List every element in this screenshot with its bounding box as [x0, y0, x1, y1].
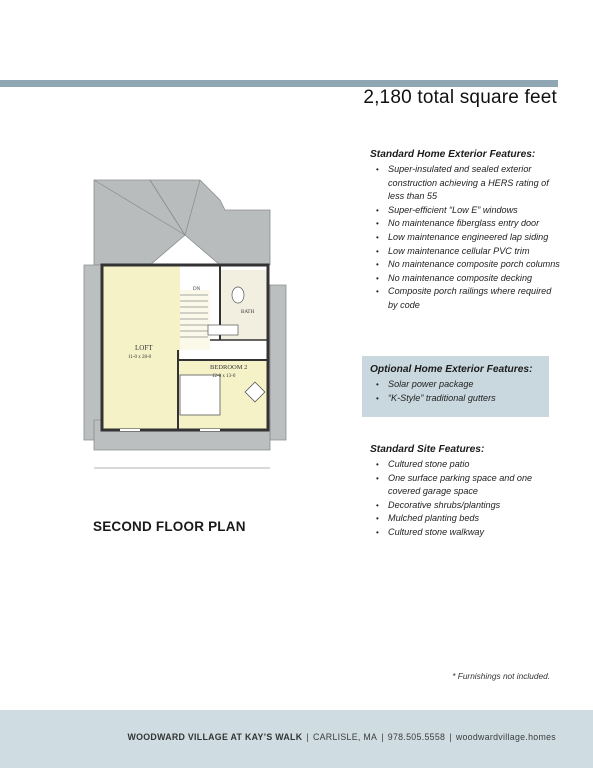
footer-separator: | [306, 732, 309, 742]
list-item: • Low maintenance cellular PVC trim [370, 245, 560, 259]
list-item: • No maintenance fiberglass entry door [370, 217, 560, 231]
second-floor-plan-drawing [80, 170, 302, 492]
stair-area [180, 290, 210, 350]
optional-exterior-section [370, 364, 560, 405]
bath-label: BATH [241, 310, 255, 315]
list-item: • Solar power package [370, 378, 560, 392]
list-item: • Low maintenance engineered lap siding [370, 231, 560, 245]
site-features-heading: Standard Site Features: [370, 444, 485, 455]
list-item: • Cultured stone patio [370, 458, 560, 472]
list-item: • No maintenance composite decking [370, 272, 560, 286]
porch-area [84, 265, 102, 440]
footer-community-name: WOODWARD VILLAGE AT KAY’S WALK [127, 732, 303, 742]
room-size-loft: 11-0 x 28-0 [128, 355, 152, 360]
stair-dn-label: DN [193, 287, 201, 292]
list-item: • No maintenance composite porch columns [370, 258, 560, 272]
footer-website-link[interactable]: woodwardvillage.homes [455, 732, 556, 742]
footer-separator: | [449, 732, 452, 742]
list-item: • Mulched planting beds [370, 512, 560, 526]
list-item: • Decorative shrubs/plantings [370, 499, 560, 513]
room-label-loft: LOFT [135, 344, 153, 352]
list-item: • “K-Style” traditional gutters [370, 392, 560, 406]
list-item: • Composite porch railings where required by code [370, 285, 560, 312]
site-features-list [370, 458, 560, 540]
porch-area [270, 285, 286, 440]
standard-exterior-list [370, 163, 560, 313]
bed [180, 375, 220, 415]
standard-exterior-section [370, 149, 560, 313]
furnishings-note: * Furnishings not included. [452, 671, 550, 681]
footer-contact [128, 732, 556, 742]
footer-separator: | [381, 732, 384, 742]
total-square-feet: 2,180 total square feet [363, 87, 557, 108]
site-features-section [370, 444, 560, 540]
footer-location: CARLISLE, MA [312, 732, 378, 742]
standard-exterior-heading: Standard Home Exterior Features: [370, 149, 536, 160]
list-item: • Super-efficient “Low E” windows [370, 204, 560, 218]
list-item: • Cultured stone walkway [370, 526, 560, 540]
list-item: • One surface parking space and one covered garage space [370, 472, 560, 499]
optional-exterior-list [370, 378, 560, 405]
footer-bar [0, 710, 593, 768]
list-item: • Super-insulated and sealed exterior construction achieving a HERS rating of less than 55 [370, 163, 560, 204]
footer-phone[interactable]: 978.505.5558 [387, 732, 446, 742]
room-label-bedroom: BEDROOM 2 [210, 364, 248, 371]
floor-plan-title: SECOND FLOOR PLAN [93, 519, 246, 534]
room-size-bedroom: 12-0 x 13-0 [212, 374, 236, 379]
top-accent-bar [0, 80, 558, 87]
optional-exterior-heading: Optional Home Exterior Features: [370, 364, 533, 375]
